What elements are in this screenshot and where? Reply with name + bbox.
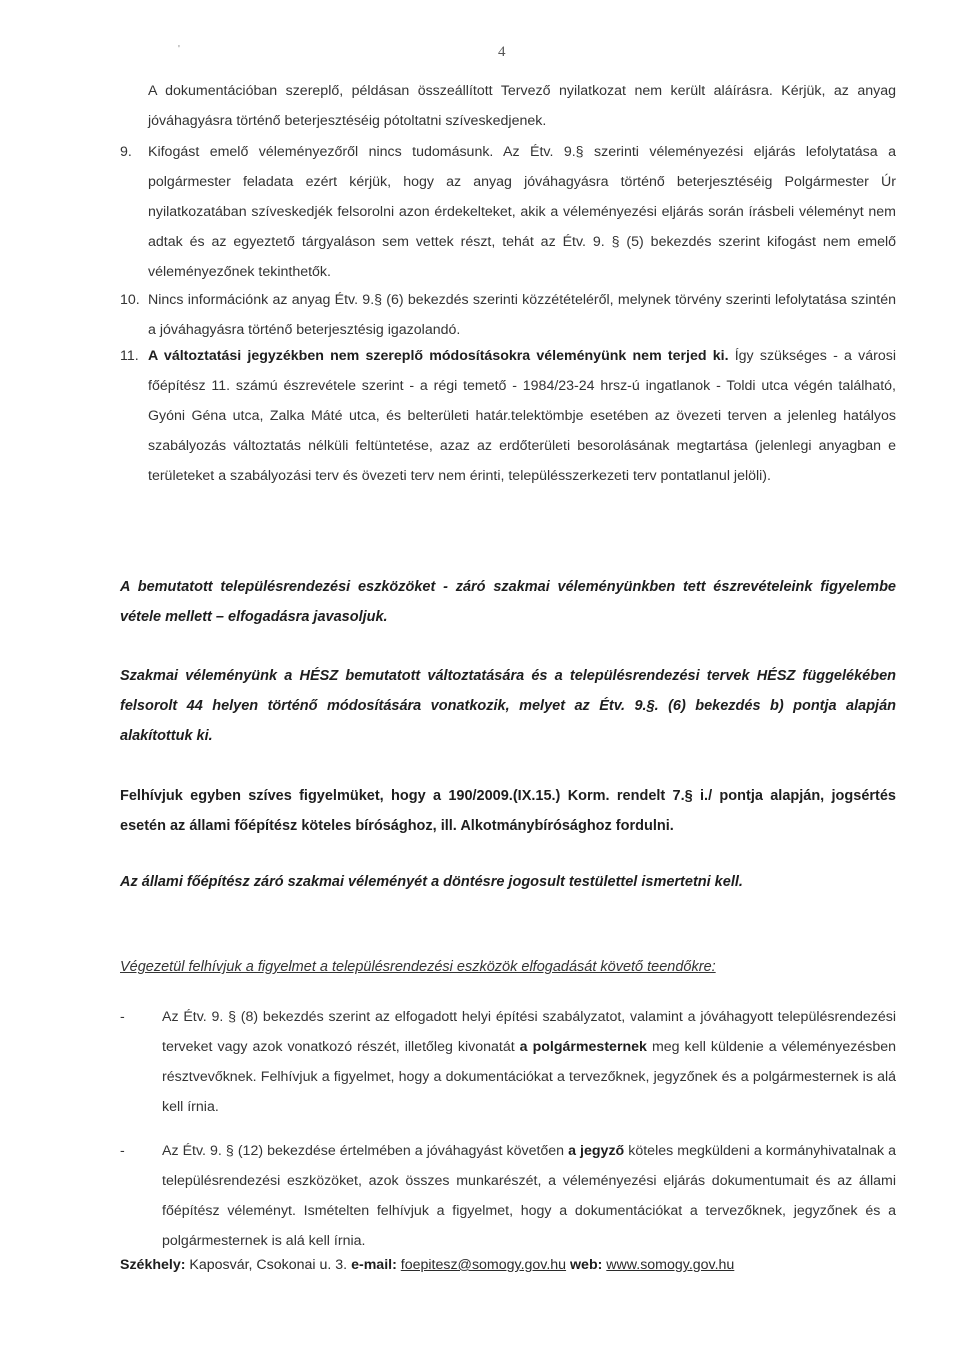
footer xyxy=(120,1257,734,1273)
list-item-text: Nincs információnk az anyag Étv. 9.§ (6) bekezdés szerinti közzétételéről, melynek törvény szerinti lefolytatása szintén a jóváhagyásra történő beterjesztésig igazolandó. xyxy=(148,292,896,338)
list-item-text: Kifogást emelő véleményezőről nincs tudomásunk. Az Étv. 9.§ szerinti véleményezési eljárás lefolytatása a polgármester feladata ezért kérjük, hogy az anyag jóváhagyásra történő beterjesztéséig Polgármester Úr nyilatkozatában szíveskedjék felsorolni azon érdekelteket, akik a véleményezési eljárás során írásbeli véleményt nem adtak és az egyeztető tárgyaláson sem vettek részt, tehát az Étv. 9. § (5) bekezdés szerint kifogást nem emelő véleményezőnek tekinthetők. xyxy=(148,144,896,280)
list-item-number: 11. xyxy=(120,348,139,364)
task-text-after: meg kell küldenie a véleményezésben résztvevőknek. Felhívjuk a figyelmet, hogy a dokumentációkat a tervezőknek, jegyzőnek és a polgármesternek is alá kell írnia. xyxy=(162,1039,896,1115)
scope-paragraph: Szakmai véleményünk a HÉSZ bemutatott változtatására és a településrendezési tervek HÉSZ függelékében felsorolt 44 helyen történő módosítására vonatkozik, melyet az Étv. 9.§. (6) bekezdés b) pontja alapján alakítottuk ki. xyxy=(120,668,896,744)
footer-email-label: e-mail: xyxy=(351,1257,397,1273)
task-text-after: köteles megküldeni a kormányhivatalnak a településrendezési eszközöket, azok összes munkarészét, a véleményezési eljárás dokumentumait és az állami főépítész véleményt. Ismételten felhívjuk a figyelmet, hogy a dokumentációkat a tervezőknek, jegyzőnek és a polgármesternek is alá kell írnia. xyxy=(162,1143,897,1249)
list-item-number: 10. xyxy=(120,292,140,308)
list-item-10 xyxy=(120,285,896,345)
list-item-11 xyxy=(120,341,896,491)
task-text-before: Az Étv. 9. § (8) bekezdés szerint az elfogadott helyi építési szabályzatot, valamint a jóváhagyott településrendezési terveket vagy azok vonatkozó részét, illetőleg kivonatát xyxy=(162,1009,896,1055)
list-item-9 xyxy=(120,137,896,287)
task-marker: - xyxy=(120,1009,125,1025)
page-number: 4 xyxy=(498,44,506,60)
task-marker: - xyxy=(120,1143,125,1159)
scan-mark: ' xyxy=(178,44,180,55)
task-item xyxy=(120,1002,896,1122)
task-bold: a jegyző xyxy=(568,1143,625,1159)
list-item-bold-lead: A változtatási jegyzékben nem szereplő módosításokra véleményünk nem terjed ki. xyxy=(148,348,729,364)
list-item-number: 9. xyxy=(120,144,132,160)
task-text-before: Az Étv. 9. § (12) bekezdése értelmében a jóváhagyást követően xyxy=(162,1143,569,1159)
list-item-text: Így szükséges - a városi főépítész 11. számú észrevétele szerint - a régi temető - 1984/23-24 hrsz-ú ingatlanok - Toldi utca végén található, Gyóni Géna utca, Zalka Máté utca, és belterületi határ.telektömbje esetében az övezeti terven a jelenleg hatályos szabályozás változtatás nélküli feltüntetése, azaz az erdőterületi besorolásának megtartása (jelenlegi anyagban e területeket a szabályozási terv és övezeti terv nem érinti, településszerkezeti terv pontatlanul jelöli). xyxy=(148,348,896,484)
task-bold: a polgármesternek xyxy=(519,1039,647,1055)
decision-note: Az állami főépítész záró szakmai véleményét a döntésre jogosult testülettel ismertetni kell. xyxy=(120,874,743,890)
tasks-heading: Végezetül felhívjuk a figyelmet a településrendezési eszközök elfogadását követő teendőkre: xyxy=(120,959,716,975)
notice-paragraph: Felhívjuk egyben szíves figyelmüket, hogy a 190/2009.(IX.15.) Korm. rendelt 7.§ i./ pontja alapján, jogsértés esetén az állami főépítész köteles bírósághoz, ill. Alkotmánybírósághoz fordulni. xyxy=(120,788,896,834)
intro-text: A dokumentációban szereplő, példásan összeállított Tervező nyilatkozat nem került aláírásra. Kérjük, az anyag jóváhagyásra történő beterjesztéséig pótoltatni szíveskedjenek. xyxy=(148,83,896,129)
task-item xyxy=(120,1136,896,1256)
footer-seat-label: Székhely: xyxy=(120,1257,186,1273)
footer-web-label: web: xyxy=(570,1257,603,1273)
conclusion-paragraph: A bemutatott településrendezési eszközöket - záró szakmai véleményünkben tett észrevételeink figyelembe vétele mellett – elfogadásra javasoljuk. xyxy=(120,579,896,625)
footer-seat-value: Kaposvár, Csokonai u. 3. xyxy=(185,1257,352,1273)
footer-email-link[interactable]: foepitesz@somogy.gov.hu xyxy=(400,1257,567,1273)
intro-paragraph xyxy=(148,76,896,136)
footer-web-link[interactable]: www.somogy.gov.hu xyxy=(606,1257,735,1273)
